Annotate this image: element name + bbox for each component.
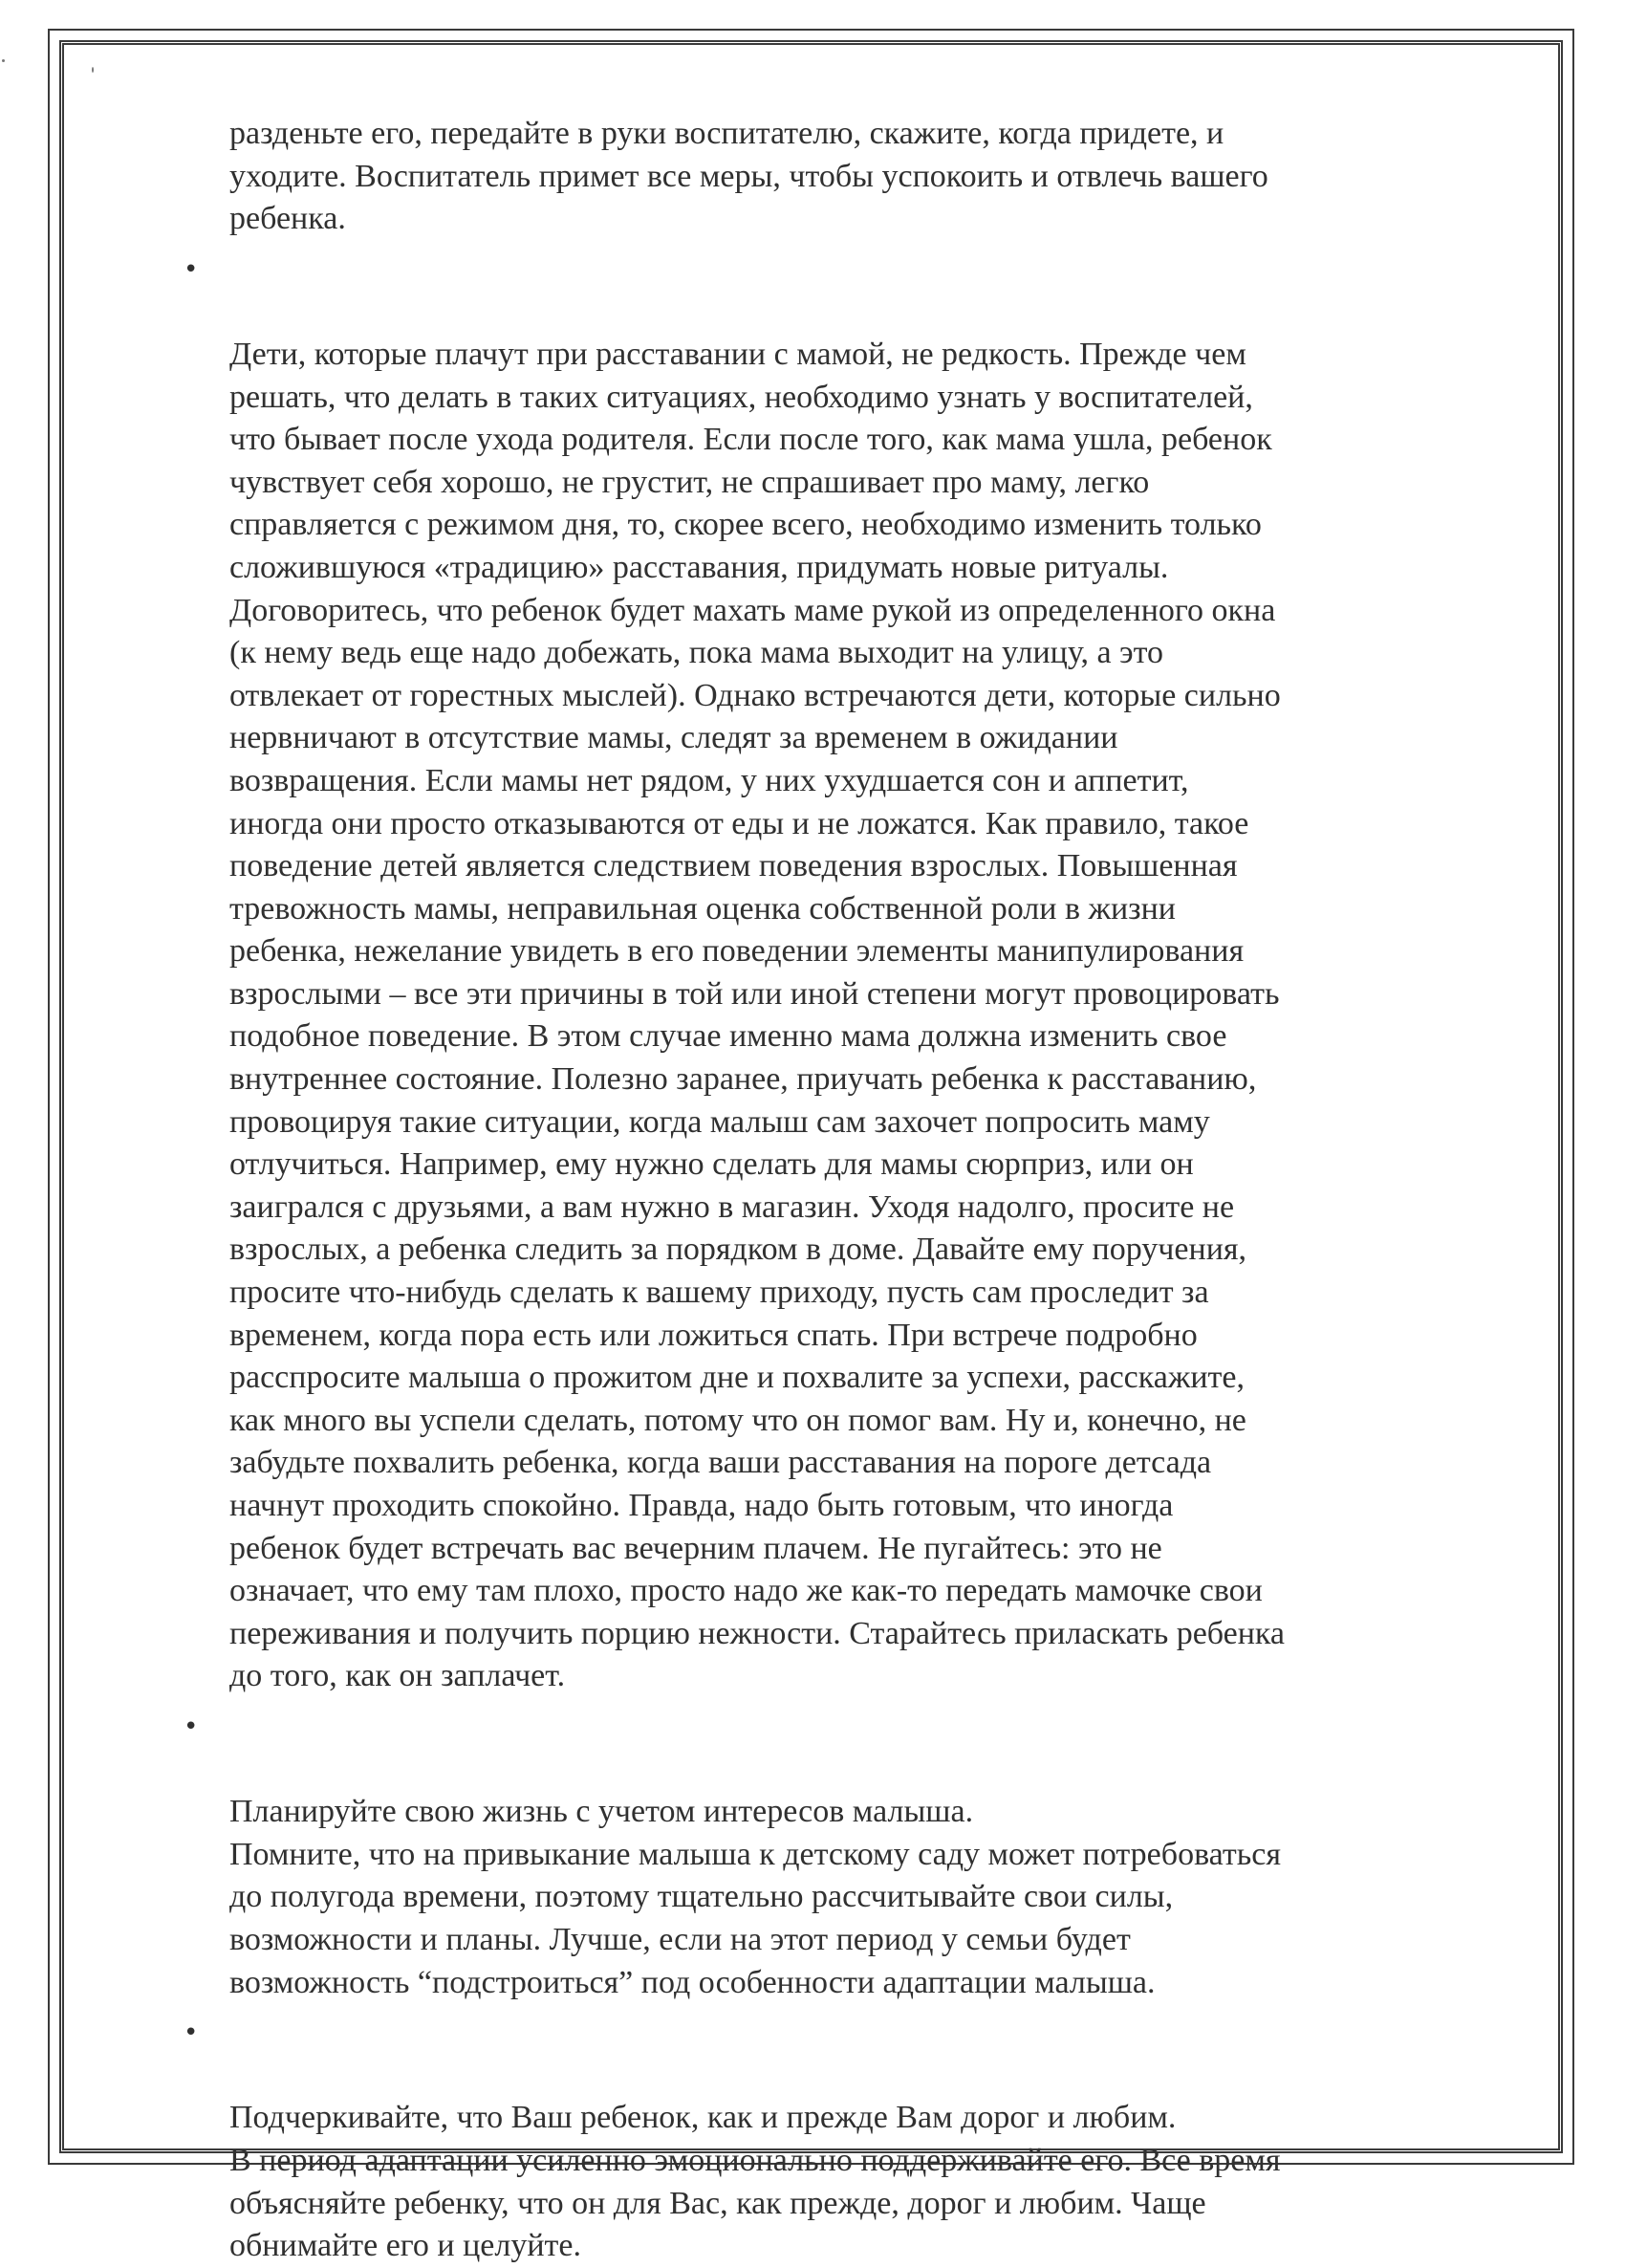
- scan-speck: [92, 67, 94, 73]
- list-item-text: Планируйте свою жизнь с учетом интересов малыша. Помните, что на привыкание малыша к детскому саду может потребоваться до полугода времени, поэтому тщательно рассчитывайте свои силы, возможности и планы. Лучше, если на этот период у семьи будет возможность “подстроиться” под особенности адаптации малыша.: [229, 1794, 1281, 2000]
- bullet-icon: •: [184, 254, 199, 284]
- list-item: [184, 2012, 1458, 2268]
- document-body: [184, 113, 1458, 2268]
- list-item-text: Дети, которые плачут при расставании с мамой, не редкость. Прежде чем решать, что делать в таких ситуациях, необходимо узнать у воспитателей, что бывает после ухода родителя. Если после того, как мама ушла, ребенок чувствует себя хорошо, не грустит, не спрашивает про маму, легко справляется с режимом дня, то, скорее всего, необходимо изменить только сложившуюся «традицию» расставания, придумать новые ритуалы. Договоритесь, что ребенок будет махать маме рукой из определенного окна (к нему ведь еще надо добежать, пока мама выходит на улицу, а это отвлекает от горестных мыслей). Однако встречаются дети, которые сильно нервничают в отсутствие мамы, следят за временем в ожидании возвращения. Если мамы нет рядом, у них ухудшается сон и аппетит, иногда они просто отказываются от еды и не ложатся. Как правило, такое поведение детей является следствием поведения взрослых. Повышенная тревожность мамы, неправильная оценка собственной роли в жизни ребенка, нежелание увидеть в его поведении элементы манипулирования взрослыми – все эти причины в той или иной степени могут провоцировать подобное поведение. В этом случае именно мама должна изменить свое внутреннее состояние. Полезно заранее, приучать ребенка к расставанию, провоцируя такие ситуации, когда малыш сам захочет попросить маму отлучиться. Например, ему нужно сделать для мамы сюрприз, или он заигрался с друзьями, а вам нужно в магазин. Уходя надолго, просите не взрослых, а ребенка следить за порядком в доме. Давайте ему поручения, просите что-нибудь сделать к вашему приходу, пусть сам проследит за временем, когда пора есть или ложиться спать. При встрече подробно расспросите малыша о прожитом дне и похвалите за успехи, расскажите, как много вы успели сделать, потому что он помог вам. Ну и, конечно, не забудьте похвалить ребенка, когда ваши расставания на пороге детсада начнут проходить спокойно. Правда, надо быть готовым, что иногда ребенок будет встречать вас вечерним плачем. Не пугайтесь: это не означает, что ему там плохо, просто надо же как-то передать мамочке свои переживания и получить порцию нежности. Старайтесь приласкать ребенка до того, как он заплачет.: [229, 336, 1286, 1694]
- lead-paragraph: разденьте его, передайте в руки воспитателю, скажите, когда придете, и уходите. Воспитатель примет все меры, чтобы успокоить и отвлечь вашего ребенка.: [229, 116, 1268, 237]
- bullet-list: [184, 249, 1458, 2268]
- scan-speck: [2, 59, 5, 62]
- list-item: [184, 1706, 1458, 2004]
- list-item: [184, 249, 1458, 1698]
- list-item-text: Подчеркивайте, что Ваш ребенок, как и прежде Вам дорог и любим. В период адаптации усиленно эмоционально поддерживайте его. Все время объясняйте ребенку, что он для Вас, как прежде, дорог и любим. Чаще обнимайте его и целуйте.: [229, 2100, 1281, 2264]
- bullet-icon: •: [184, 1712, 199, 1741]
- bullet-icon: •: [184, 2018, 199, 2048]
